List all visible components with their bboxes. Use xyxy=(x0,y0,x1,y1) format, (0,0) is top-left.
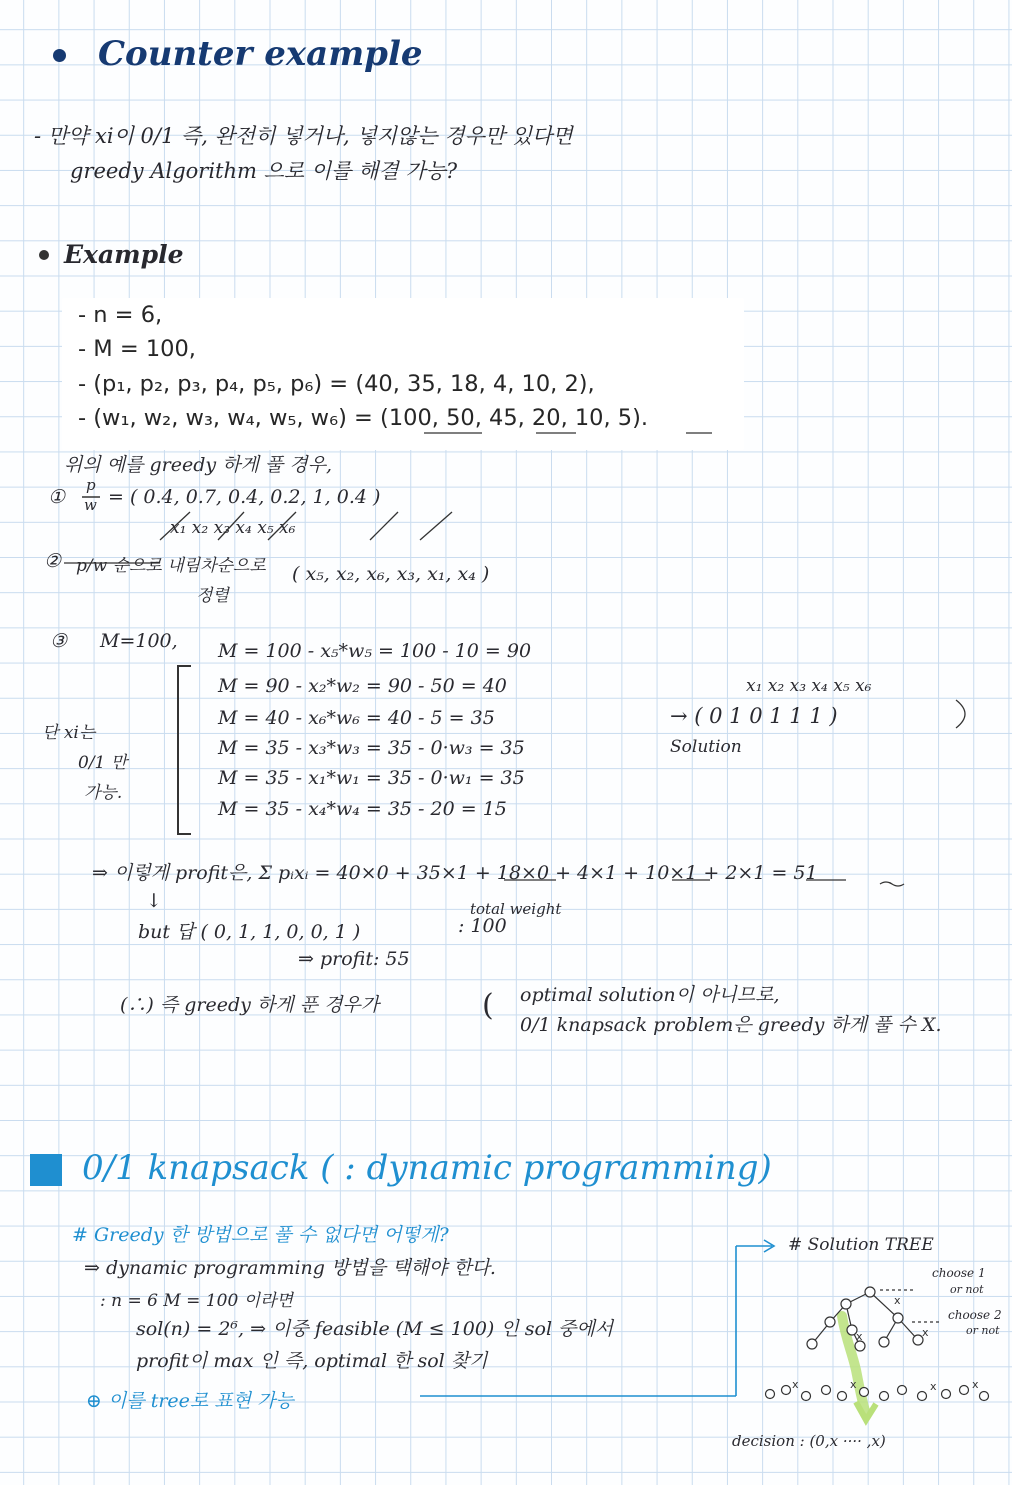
step3-number: ③ xyxy=(50,630,68,652)
tree-or-not-2: or not xyxy=(966,1324,1000,1337)
intro-line: 위의 예를 greedy 하게 풀 경우, xyxy=(64,454,333,476)
page-title: Counter example xyxy=(98,34,423,74)
tree-choose-2: choose 2 xyxy=(948,1308,1002,1322)
step1-frac-top: p xyxy=(86,476,96,494)
step1-number: ① xyxy=(48,486,66,508)
svg-text:x: x xyxy=(850,1378,857,1391)
solution-vector: → ( 0 1 0 1 1 1 ) xyxy=(670,704,838,728)
step2-number: ② xyxy=(44,550,62,572)
step2-text-2: 정렬 xyxy=(196,586,229,606)
solution-header: x₁ x₂ x₃ x₄ x₅ x₆ xyxy=(746,676,872,696)
svg-text:x: x xyxy=(922,1326,929,1339)
example-heading: Example xyxy=(64,240,184,269)
svg-text:x: x xyxy=(856,1330,863,1343)
tree-or-not-1: or not xyxy=(950,1283,984,1296)
step3-line-6: M = 35 - x₄*w₄ = 35 - 20 = 15 xyxy=(218,798,507,820)
step1-ratio-values: = ( 0.4, 0.7, 0.4, 0.2, 1, 0.4 ) xyxy=(108,486,381,508)
but-arrow: ↓ xyxy=(146,890,162,912)
conclusion-1: (∴) 즉 greedy 하게 푼 경우가 xyxy=(120,994,380,1016)
total-weight-value: : 100 xyxy=(458,915,507,937)
side-note-2: 0/1 만 xyxy=(78,753,128,773)
question-line-1: - 만약 xi이 0/1 즉, 완전히 넣거나, 넣지않는 경우만 있다면 xyxy=(34,124,573,148)
example-profits: - (p₁, p₂, p₃, p₄, p₅, p₆) = (40, 35, 18, 4, 10, 2), xyxy=(78,371,595,397)
svg-text:x: x xyxy=(792,1378,799,1391)
step3-line-3: M = 40 - x₆*w₆ = 40 - 5 = 35 xyxy=(218,707,495,729)
dp-answer: ⇒ dynamic programming 방법을 택해야 한다. xyxy=(84,1257,496,1279)
step3-line-1: M = 100 - x₅*w₅ = 100 - 10 = 90 xyxy=(218,640,532,662)
question-line-2: greedy Algorithm 으로 이를 해결 가능? xyxy=(70,159,458,183)
example-n: - n = 6, xyxy=(78,302,163,328)
tree-title: # Solution TREE xyxy=(788,1235,934,1255)
profit-line: ⇒ 이렇게 profit은, Σ pᵢxᵢ = 40×0 + 35×1 + 18×0 + 4×1 + 10×1 + 2×1 = 51 xyxy=(92,862,818,884)
svg-text:x: x xyxy=(930,1380,937,1393)
conclusion-paren: ( xyxy=(482,988,494,1023)
dp-tree-note: ⊕ 이를 tree로 표현 가능 xyxy=(86,1390,294,1412)
side-note-3: 가능. xyxy=(84,783,123,803)
dp-optimal: profit이 max 인 즉, optimal 한 sol 찾기 xyxy=(136,1350,488,1372)
section2-title: 0/1 knapsack ( : dynamic programming) xyxy=(82,1148,772,1188)
step1-ratio-labels: x₁ x₂ x₃ x₄ x₅ x₆ xyxy=(170,518,296,538)
dp-case: : n = 6 M = 100 이라면 xyxy=(100,1291,293,1311)
svg-text:x: x xyxy=(972,1378,979,1391)
step2-text: p/w 순으로 내림차순으로 xyxy=(76,556,266,576)
example-m: - M = 100, xyxy=(78,336,196,362)
step3-m-init: M=100, xyxy=(100,630,178,652)
svg-text:x: x xyxy=(894,1294,901,1307)
total-weight-label: total weight xyxy=(470,900,562,918)
solution-label: Solution xyxy=(670,737,742,757)
example-weights: - (w₁, w₂, w₃, w₄, w₅, w₆) = (100, 50, 45, 20, 10, 5). xyxy=(78,405,649,431)
step3-line-2: M = 90 - x₂*w₂ = 90 - 50 = 40 xyxy=(218,675,507,697)
profit-55: ⇒ profit: 55 xyxy=(298,948,410,970)
tree-choose-1: choose 1 xyxy=(932,1266,986,1280)
dp-question: # Greedy 한 방법으로 풀 수 없다면 어떻게? xyxy=(72,1224,449,1246)
but-line: but 답 ( 0, 1, 1, 0, 0, 1 ) xyxy=(138,921,361,943)
step3-line-4: M = 35 - x₃*w₃ = 35 - 0·w₃ = 35 xyxy=(218,737,525,759)
step1-frac-bottom: w xyxy=(84,496,97,514)
tree-decision: decision : (0,x ···· ,x) xyxy=(732,1432,886,1450)
side-note-1: 단 xi는 xyxy=(42,723,96,743)
step3-line-5: M = 35 - x₁*w₁ = 35 - 0·w₁ = 35 xyxy=(218,767,525,789)
conclusion-3: 0/1 knapsack problem은 greedy 하게 풀 수 X. xyxy=(520,1014,942,1036)
dp-sol-count: sol(n) = 2⁶, ⇒ 이중 feasible (M ≤ 100) 인 sol 중에서 xyxy=(136,1318,614,1340)
conclusion-2: optimal solution이 아니므로, xyxy=(520,984,780,1006)
step2-order: ( x₅, x₂, x₆, x₃, x₁, x₄ ) xyxy=(292,563,490,585)
